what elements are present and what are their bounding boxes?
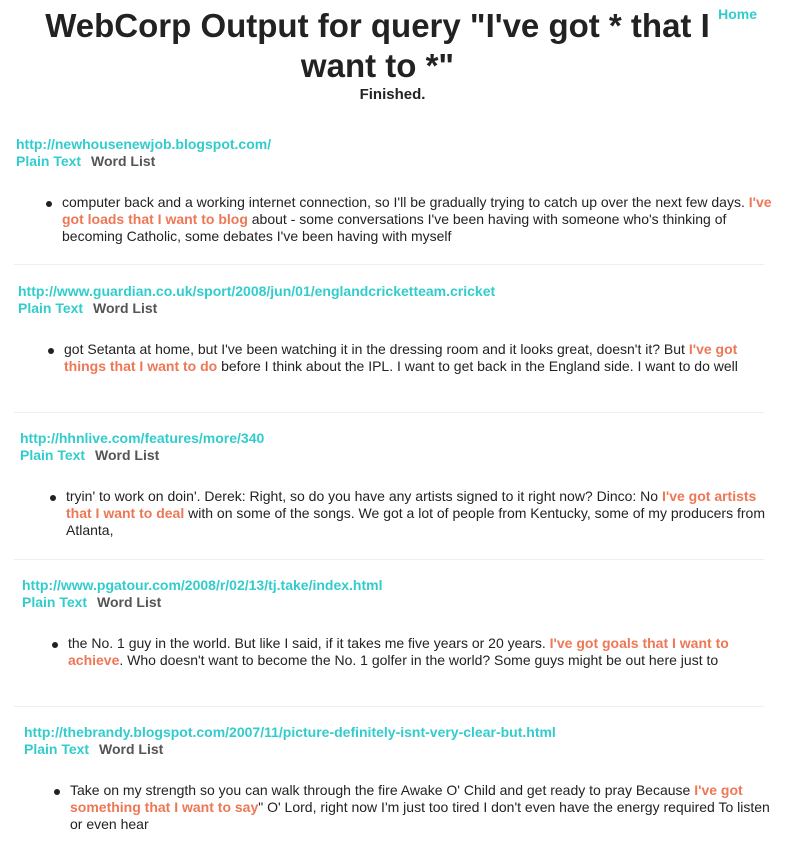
divider: [14, 559, 764, 560]
page-title: WebCorp Output for query "I've got * that I want to *": [45, 7, 710, 84]
word-list-link[interactable]: Word List: [90, 153, 156, 169]
result-url[interactable]: http://thebrandy.blogspot.com/2007/11/picture-definitely-isnt-very-clear-but.html: [24, 724, 556, 740]
query-match: I've got goals that I want to achieve: [68, 635, 729, 668]
bullet-icon: [54, 789, 60, 795]
home-link[interactable]: Home: [718, 6, 757, 22]
query-match: I've got things that I want to do: [64, 341, 738, 374]
concordance-line: computer back and a working internet connection, so I'll be gradually trying to catch up over the next few days. I've got loads that I want to blog about - some conversations I've been having with someone who's thinking of becoming Catholic, some debates I've been having with myself: [16, 194, 785, 245]
plain-text-link[interactable]: Plain Text: [24, 741, 90, 757]
plain-text-link[interactable]: Plain Text: [16, 153, 82, 169]
plain-text-link[interactable]: Plain Text: [18, 300, 84, 316]
result-url[interactable]: http://newhousenewjob.blogspot.com/: [16, 136, 272, 152]
plain-text-link[interactable]: Plain Text: [20, 447, 86, 463]
query-match: I've got loads that I want to blog: [62, 194, 772, 227]
result-3: [0, 430, 785, 539]
concordance-line: got Setanta at home, but I've been watching it in the dressing room and it looks great, doesn't it? But I've got things that I want to do before I think about the IPL. I want to get back in the England side. I want to do well: [18, 341, 785, 375]
result-url[interactable]: http://www.guardian.co.uk/sport/2008/jun/01/englandcricketteam.cricket: [18, 283, 496, 299]
bullet-icon: [50, 495, 56, 501]
query-match: I've got something that I want to say: [70, 782, 743, 815]
result-url[interactable]: http://www.pgatour.com/2008/r/02/13/tj.take/index.html: [22, 577, 383, 593]
concordance-line: the No. 1 guy in the world. But like I said, if it takes me five years or 20 years. I've got goals that I want to achieve. Who doesn't want to become the No. 1 golfer in the world? Some guys might be out here just to: [22, 635, 785, 669]
status-text: Finished.: [359, 86, 426, 103]
result-5: [0, 724, 785, 833]
divider: [14, 264, 764, 265]
plain-text-link[interactable]: Plain Text: [22, 594, 88, 610]
concordance-line: tryin' to work on doin'. Derek: Right, so do you have any artists signed to it right now? Dinco: No I've got artists that I want to deal with on some of the songs. We got a lot of people from Kentucky, some of my producers from Atlanta,: [20, 488, 785, 539]
result-2: [0, 283, 785, 375]
query-match: I've got artists that I want to deal: [66, 488, 757, 521]
word-list-link[interactable]: Word List: [98, 741, 164, 757]
result-url[interactable]: http://hhnlive.com/features/more/340: [20, 430, 265, 446]
bullet-icon: [46, 201, 52, 207]
bullet-icon: [48, 348, 54, 354]
word-list-link[interactable]: Word List: [96, 594, 162, 610]
result-1: [0, 136, 785, 245]
word-list-link[interactable]: Word List: [92, 300, 158, 316]
word-list-link[interactable]: Word List: [94, 447, 160, 463]
bullet-icon: [52, 642, 58, 648]
concordance-line: Take on my strength so you can walk through the fire Awake O' Child and get ready to pray Because I've got something that I want to say" O' Lord, right now I'm just too tired I don't even have the energy required To listen or even hear: [24, 782, 785, 833]
divider: [14, 706, 764, 707]
result-4: [0, 577, 785, 669]
divider: [14, 412, 764, 413]
